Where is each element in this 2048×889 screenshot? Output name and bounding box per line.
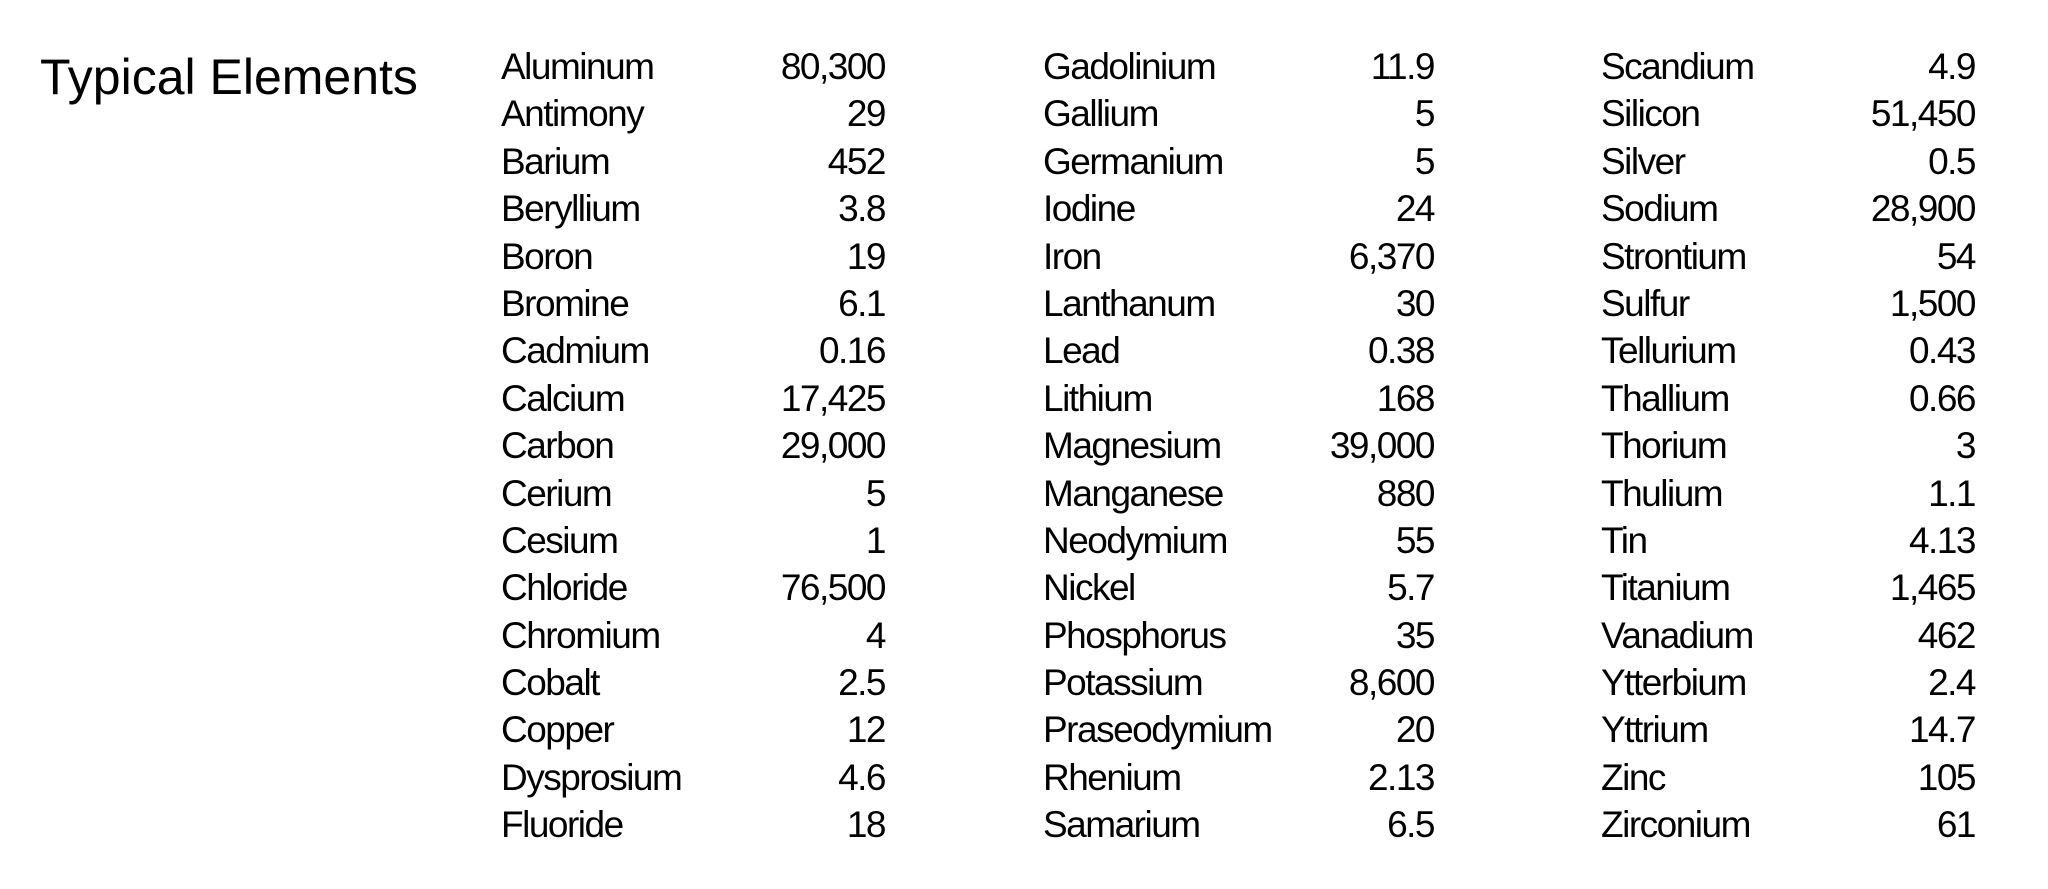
- element-value: 18: [846, 804, 885, 846]
- element-value: 20: [1395, 709, 1434, 751]
- list-item: [1043, 612, 1443, 659]
- element-value: 462: [1917, 614, 1975, 656]
- element-name: Lead: [1043, 330, 1120, 372]
- element-value: 168: [1376, 377, 1434, 419]
- list-item: [1043, 754, 1443, 801]
- element-value: 5: [1414, 93, 1434, 135]
- element-name: Nickel: [1043, 567, 1135, 609]
- list-item: [1601, 659, 2001, 706]
- element-value: 452: [827, 140, 885, 182]
- list-item: [501, 138, 901, 185]
- element-value: 29,000: [780, 425, 885, 467]
- element-value: 61: [1936, 804, 1975, 846]
- element-name: Chromium: [501, 614, 660, 656]
- element-value: 24: [1395, 188, 1434, 230]
- list-item: [501, 517, 901, 564]
- element-name: Lanthanum: [1043, 282, 1215, 324]
- list-item: [501, 801, 901, 848]
- element-name: Iodine: [1043, 188, 1135, 230]
- element-name: Thorium: [1601, 425, 1727, 467]
- element-name: Calcium: [501, 377, 625, 419]
- list-item: [501, 470, 901, 517]
- element-value: 28,900: [1870, 188, 1975, 230]
- element-value: 1.1: [1928, 472, 1975, 514]
- list-item: [1043, 43, 1443, 90]
- element-value: 12: [846, 709, 885, 751]
- element-value: 80,300: [780, 46, 885, 87]
- list-item: [1043, 659, 1443, 706]
- list-item: [501, 327, 901, 374]
- element-name: Manganese: [1043, 472, 1223, 514]
- element-name: Chloride: [501, 567, 627, 609]
- list-item: [1601, 233, 2001, 280]
- list-item: [1601, 375, 2001, 422]
- element-value: 2.5: [838, 662, 885, 704]
- element-value: 39,000: [1329, 425, 1434, 467]
- element-value: 5: [1414, 140, 1434, 182]
- list-item: [1601, 422, 2001, 469]
- list-item: [1601, 470, 2001, 517]
- element-name: Yttrium: [1601, 709, 1708, 751]
- list-item: [1601, 138, 2001, 185]
- element-column-1: [501, 43, 901, 849]
- list-item: [1043, 233, 1443, 280]
- element-name: Magnesium: [1043, 425, 1221, 467]
- element-name: Silicon: [1601, 93, 1700, 135]
- element-value: 2.13: [1367, 756, 1434, 798]
- element-value: 14.7: [1908, 709, 1975, 751]
- element-name: Silver: [1601, 140, 1685, 182]
- element-name: Titanium: [1601, 567, 1730, 609]
- element-name: Barium: [501, 140, 610, 182]
- list-item: [1601, 754, 2001, 801]
- list-item: [501, 185, 901, 232]
- list-item: [501, 659, 901, 706]
- element-value: 3: [1955, 425, 1975, 467]
- page-title: Typical Elements: [40, 49, 418, 105]
- element-name: Neodymium: [1043, 519, 1227, 561]
- element-name: Fluoride: [501, 804, 623, 846]
- list-item: [1601, 612, 2001, 659]
- element-name: Vanadium: [1601, 614, 1753, 656]
- list-item: [501, 754, 901, 801]
- list-item: [1043, 801, 1443, 848]
- list-item: [501, 706, 901, 753]
- element-value: 880: [1376, 472, 1434, 514]
- element-name: Cobalt: [501, 662, 599, 704]
- element-name: Cerium: [501, 472, 612, 514]
- element-name: Bromine: [501, 282, 629, 324]
- list-item: [501, 612, 901, 659]
- element-value: 6.5: [1387, 804, 1434, 846]
- list-item: [1043, 517, 1443, 564]
- list-item: [1043, 375, 1443, 422]
- list-item: [1601, 43, 2001, 90]
- list-item: [1043, 185, 1443, 232]
- element-name: Aluminum: [501, 46, 654, 87]
- element-name: Germanium: [1043, 140, 1223, 182]
- element-value: 4.9: [1928, 46, 1975, 87]
- element-value: 4.13: [1908, 519, 1975, 561]
- element-name: Zinc: [1601, 756, 1665, 798]
- list-item: [501, 375, 901, 422]
- list-item: [1043, 138, 1443, 185]
- element-value: 30: [1395, 282, 1434, 324]
- list-item: [1043, 327, 1443, 374]
- list-item: [1601, 706, 2001, 753]
- element-name: Scandium: [1601, 46, 1754, 87]
- element-value: 1,500: [1889, 282, 1975, 324]
- element-name: Cesium: [501, 519, 618, 561]
- element-name: Antimony: [501, 93, 644, 135]
- element-value: 4.6: [838, 756, 885, 798]
- element-name: Iron: [1043, 235, 1101, 277]
- list-item: [1601, 517, 2001, 564]
- element-name: Tin: [1601, 519, 1647, 561]
- element-value: 0.43: [1908, 330, 1975, 372]
- element-name: Cadmium: [501, 330, 649, 372]
- element-value: 55: [1395, 519, 1434, 561]
- element-value: 0.66: [1908, 377, 1975, 419]
- element-value: 4: [865, 614, 885, 656]
- element-value: 51,450: [1870, 93, 1975, 135]
- element-name: Potassium: [1043, 662, 1203, 704]
- list-item: [1601, 185, 2001, 232]
- list-item: [501, 422, 901, 469]
- element-name: Copper: [501, 709, 614, 751]
- element-name: Thallium: [1601, 377, 1729, 419]
- element-name: Lithium: [1043, 377, 1152, 419]
- element-value: 76,500: [780, 567, 885, 609]
- element-name: Carbon: [501, 425, 614, 467]
- list-item: [1043, 706, 1443, 753]
- list-item: [501, 90, 901, 137]
- list-item: [501, 564, 901, 611]
- element-name: Beryllium: [501, 188, 640, 230]
- element-name: Zirconium: [1601, 804, 1750, 846]
- list-item: [1601, 564, 2001, 611]
- element-value: 6.1: [838, 282, 885, 324]
- list-item: [501, 233, 901, 280]
- list-item: [1601, 90, 2001, 137]
- list-item: [1043, 470, 1443, 517]
- element-name: Tellurium: [1601, 330, 1736, 372]
- element-name: Sodium: [1601, 188, 1718, 230]
- element-name: Gadolinium: [1043, 46, 1216, 87]
- element-name: Gallium: [1043, 93, 1158, 135]
- element-value: 6,370: [1348, 235, 1434, 277]
- element-value: 0.5: [1928, 140, 1975, 182]
- list-item: [1601, 801, 2001, 848]
- element-name: Rhenium: [1043, 756, 1181, 798]
- list-item: [1043, 90, 1443, 137]
- element-value: 35: [1395, 614, 1434, 656]
- element-name: Dysprosium: [501, 756, 682, 798]
- list-item: [1601, 327, 2001, 374]
- element-name: Praseodymium: [1043, 709, 1272, 751]
- element-column-3: [1601, 43, 2001, 849]
- element-name: Samarium: [1043, 804, 1200, 846]
- element-value: 19: [846, 235, 885, 277]
- list-item: [1043, 564, 1443, 611]
- list-item: [501, 280, 901, 327]
- element-name: Sulfur: [1601, 282, 1689, 324]
- element-value: 17,425: [780, 377, 885, 419]
- element-value: 0.16: [818, 330, 885, 372]
- element-value: 54: [1936, 235, 1975, 277]
- element-value: 105: [1917, 756, 1975, 798]
- list-item: [501, 43, 901, 90]
- element-value: 0.38: [1367, 330, 1434, 372]
- element-value: 1,465: [1889, 567, 1975, 609]
- element-value: 29: [846, 93, 885, 135]
- list-item: [1043, 280, 1443, 327]
- element-name: Strontium: [1601, 235, 1746, 277]
- element-value: 8,600: [1348, 662, 1434, 704]
- element-value: 2.4: [1928, 662, 1975, 704]
- element-name: Ytterbium: [1601, 662, 1746, 704]
- element-name: Boron: [501, 235, 593, 277]
- element-value: 11.9: [1370, 46, 1434, 87]
- list-item: [1043, 422, 1443, 469]
- element-name: Phosphorus: [1043, 614, 1226, 656]
- element-value: 3.8: [838, 188, 885, 230]
- element-value: 1: [865, 519, 885, 561]
- element-column-2: [1043, 43, 1443, 849]
- element-value: 5: [865, 472, 885, 514]
- element-value: 5.7: [1387, 567, 1434, 609]
- element-name: Thulium: [1601, 472, 1723, 514]
- list-item: [1601, 280, 2001, 327]
